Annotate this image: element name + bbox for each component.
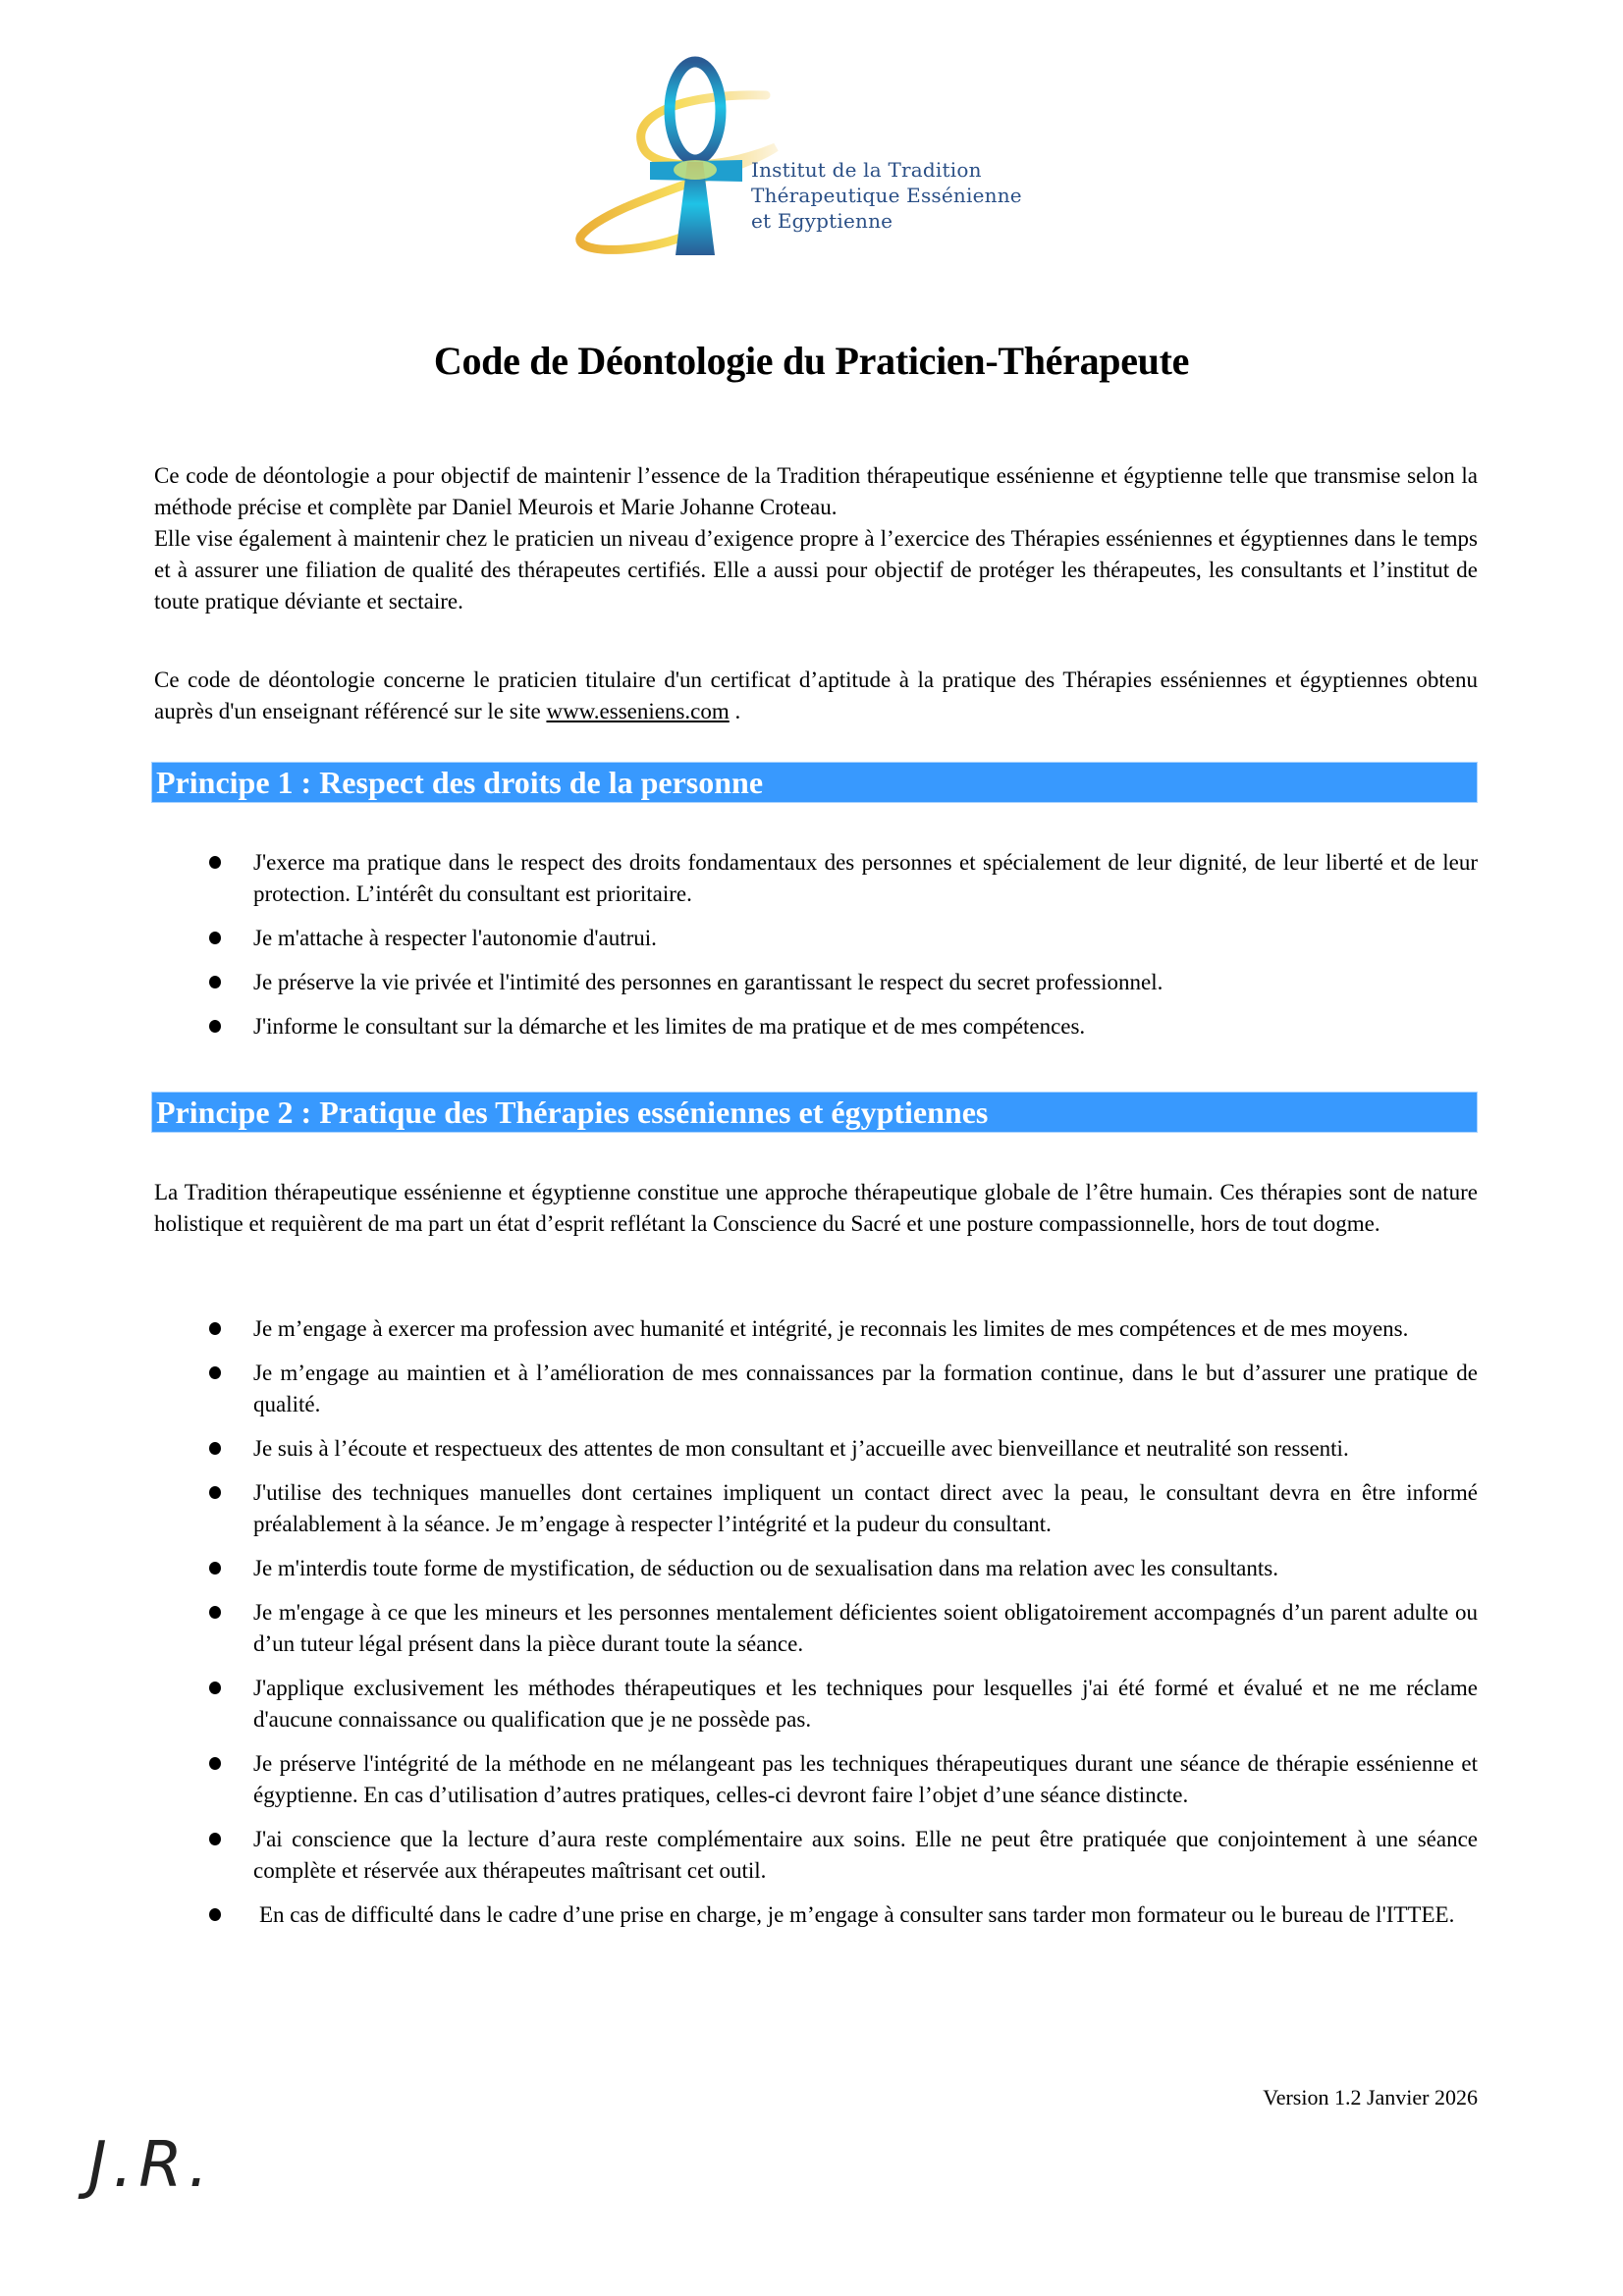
bullet-icon xyxy=(209,1020,221,1033)
list-item-text: Je m'interdis toute forme de mystification, de séduction ou de sexualisation dans ma relation avec les consultants. xyxy=(253,1556,1278,1580)
bullet-icon xyxy=(209,1562,221,1575)
logo-line-1: Institut de la Tradition xyxy=(751,158,982,182)
logo-line-2: Thérapeutique Essénienne xyxy=(751,184,1022,207)
intro-paragraph-1: Ce code de déontologie a pour objectif de maintenir l’essence de la Tradition thérapeutique essénienne et égyptienne telle que transmise selon la méthode précise et complète par Daniel Meurois et Marie Johanne Croteau. xyxy=(154,463,1478,519)
intro-paragraph-3 xyxy=(154,665,1478,727)
esseniens-website-link[interactable]: www.esseniens.com xyxy=(546,699,730,723)
principle-1-list xyxy=(0,847,1623,1042)
list-item xyxy=(253,923,1478,954)
intro-paragraph-2: Elle vise également à maintenir chez le praticien un niveau d’exigence propre à l’exercice des Thérapies esséniennes et égyptiennes dans le temps et à assurer une filiation de qualité des thérapeutes certifiés. Elle a aussi pour objectif de protéger les thérapeutes, les consultants et l’institut de toute pratique déviante et sectaire. xyxy=(154,526,1478,614)
institute-name xyxy=(751,157,1022,234)
list-item xyxy=(253,1358,1478,1420)
principle-2-intro: La Tradition thérapeutique essénienne et égyptienne constitue une approche thérapeutique globale de l’être humain. Ces thérapies sont de nature holistique et requièrent de ma part un état d’esprit reflétant la Conscience du Sacré et une posture compassionnelle, hors de tout dogme. xyxy=(154,1180,1478,1236)
signature: J.R. xyxy=(88,2129,215,2202)
list-item xyxy=(253,847,1478,910)
list-item xyxy=(253,1433,1478,1465)
list-item xyxy=(253,1553,1478,1584)
list-item xyxy=(253,967,1478,998)
principle-1-heading: Principe 1 : Respect des droits de la personne xyxy=(151,762,1478,803)
list-item-text: J'informe le consultant sur la démarche et les limites de ma pratique et de mes compétences. xyxy=(253,1014,1086,1039)
list-item-text: Je suis à l’écoute et respectueux des attentes de mon consultant et j’accueille avec bienveillance et neutralité son ressenti. xyxy=(253,1436,1349,1461)
institute-logo xyxy=(569,54,1041,280)
intro-paragraph-3-text: Ce code de déontologie concerne le praticien titulaire d'un certificat d’aptitude à la pratique des Thérapies esséniennes et égyptiennes obtenu auprès d'un enseignant référencé sur le site xyxy=(154,667,1478,723)
list-item xyxy=(253,1011,1478,1042)
list-item-text: Je m’engage au maintien et à l’amélioration de mes connaissances par la formation continue, dans le but d’assurer une pratique de qualité. xyxy=(253,1361,1478,1416)
list-item-text: En cas de difficulté dans le cadre d’une prise en charge, je m’engage à consulter sans tarder mon formateur ou le bureau de l'ITTEE. xyxy=(259,1902,1455,1927)
list-item-text: J'utilise des techniques manuelles dont certaines impliquent un contact direct avec la peau, le consultant devra en être informé préalablement à la séance. Je m’engage à respecter l’intégrité et la pudeur du consultant. xyxy=(253,1480,1478,1536)
list-item xyxy=(253,1597,1478,1660)
bullet-icon xyxy=(209,1366,221,1379)
list-item xyxy=(253,1313,1478,1345)
bullet-icon xyxy=(209,932,221,944)
bullet-icon xyxy=(209,976,221,988)
bullet-icon xyxy=(209,1682,221,1694)
list-item xyxy=(259,1899,1478,1931)
list-item-text: Je m'attache à respecter l'autonomie d'autrui. xyxy=(253,926,657,950)
bullet-icon xyxy=(209,1757,221,1770)
intro-paragraph-3-end: . xyxy=(729,699,741,723)
list-item-text: J'applique exclusivement les méthodes thérapeutiques et les techniques pour lesquelles j'ai été formé et évalué et ne me réclame d'aucune connaissance ou qualification que je ne possède pas. xyxy=(253,1676,1478,1732)
bullet-icon xyxy=(209,1606,221,1619)
version-label: Version 1.2 Janvier 2026 xyxy=(1263,2085,1478,2109)
principle-2-heading: Principe 2 : Pratique des Thérapies esséniennes et égyptiennes xyxy=(151,1092,1478,1133)
bullet-icon xyxy=(209,1833,221,1845)
list-item-text: Je préserve l'intégrité de la méthode en ne mélangeant pas les techniques thérapeutiques durant une séance de thérapie essénienne et égyptienne. En cas d’utilisation d’autres pratiques, celles-ci devront faire l’objet d’une séance distincte. xyxy=(253,1751,1478,1807)
list-item xyxy=(253,1477,1478,1540)
list-item-text: J'ai conscience que la lecture d’aura reste complémentaire aux soins. Elle ne peut être pratiquée que conjointement à une séance complète et réservée aux thérapeutes maîtrisant cet outil. xyxy=(253,1827,1478,1883)
bullet-icon xyxy=(209,1442,221,1455)
logo-line-3: et Egyptienne xyxy=(751,209,893,233)
principle-2-list xyxy=(0,1313,1623,1931)
bullet-icon xyxy=(209,1322,221,1335)
list-item-text: J'exerce ma pratique dans le respect des droits fondamentaux des personnes et spécialement de leur dignité, de leur liberté et de leur protection. L’intérêt du consultant est prioritaire. xyxy=(253,850,1478,906)
list-item-text: Je m'engage à ce que les mineurs et les personnes mentalement déficientes soient obligatoirement accompagnés d’un parent adulte ou d’un tuteur légal présent dans la pièce durant toute la séance. xyxy=(253,1600,1478,1656)
list-item xyxy=(253,1748,1478,1811)
list-item-text: Je préserve la vie privée et l'intimité des personnes en garantissant le respect du secret professionnel. xyxy=(253,970,1163,994)
bullet-icon xyxy=(209,1908,221,1921)
list-item xyxy=(253,1673,1478,1735)
list-item xyxy=(253,1824,1478,1887)
bullet-icon xyxy=(209,856,221,869)
document-title: Code de Déontologie du Praticien-Thérapeute xyxy=(433,339,1190,383)
bullet-icon xyxy=(209,1486,221,1499)
list-item-text: Je m’engage à exercer ma profession avec humanité et intégrité, je reconnais les limites de mes compétences et de mes moyens. xyxy=(253,1316,1409,1341)
